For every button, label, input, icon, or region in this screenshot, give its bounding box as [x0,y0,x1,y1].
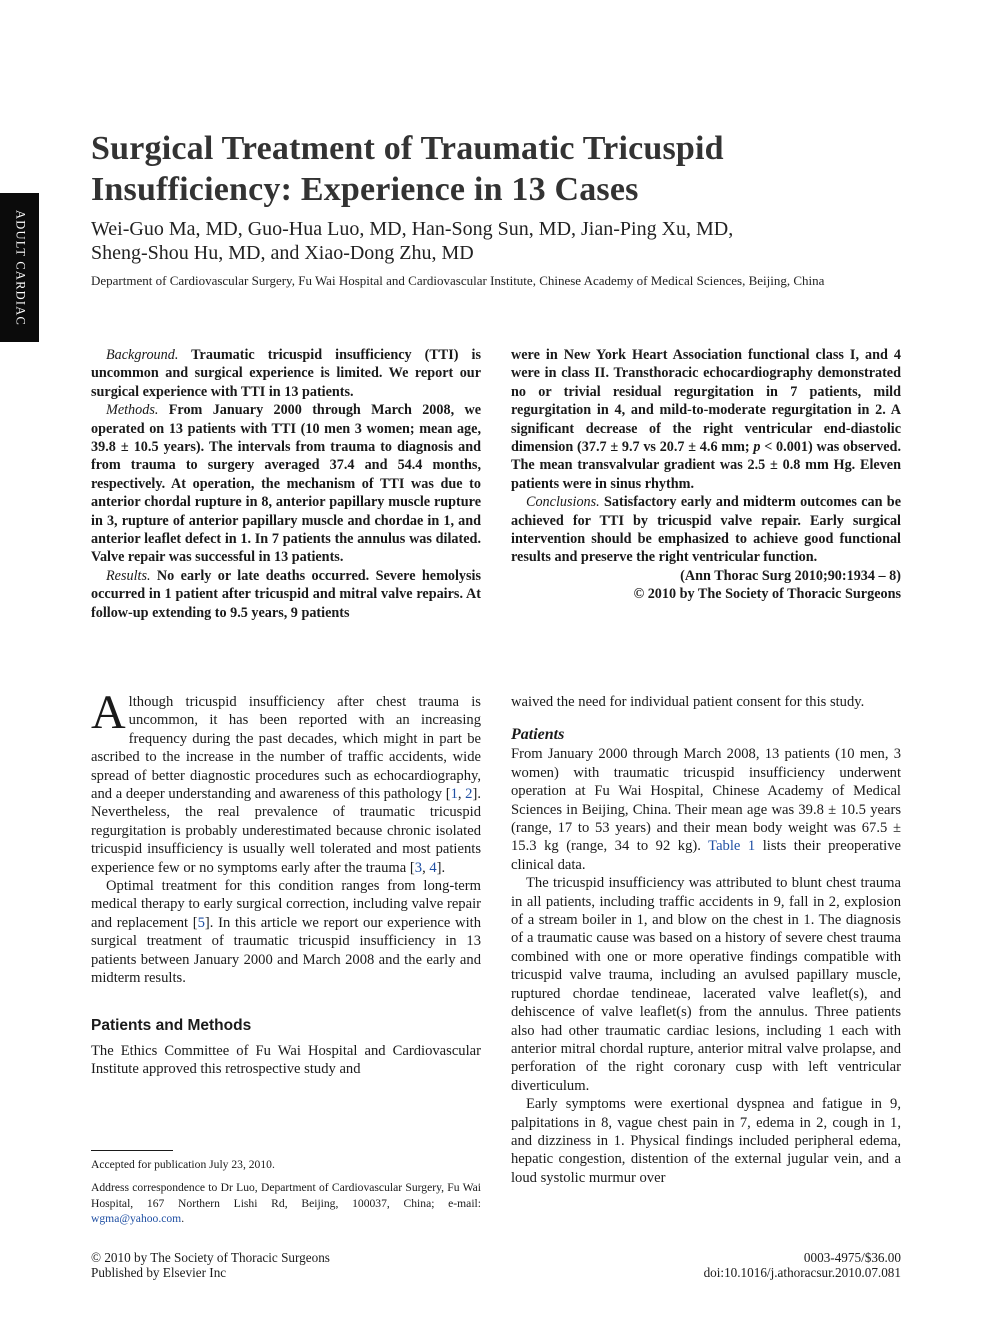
section-heading-patients-methods: Patients and Methods [91,1016,252,1034]
subheading-patients: Patients [511,726,565,744]
footnote-address-end: . [181,1212,185,1225]
reference-link-3[interactable]: 3 [414,859,423,876]
patients-paragraph-2: The tricuspid insufficiency was attributed to blunt chest trauma in all patients, including traffic accidents in 9, fall in 2, explosion of a stream boiler in 1, and blow on the chest in 1. The diagnosis of a traumatic cause was based on a history of severe chest trauma combined with one or more operative findings compatible with tricuspid valve trauma, including an avulsed papillary muscle, ruptured chordae tendineae, lacerated valve leaflet(s), and dehiscence of valve leaflet(s) from the annulus. Three patients also had other traumatic cardiac lesions, including 1 each with anterior mitral chordal rupture, anterior mitral valve prolapse, and perforation of the right coronary cusp with left ventricular diverticulum. [511,875,901,1094]
abstract-methods-label: Methods. [106,402,159,419]
table-1-link[interactable]: Table 1 [708,838,756,855]
abstract-results-text-b: were in New York Heart Association functional class I, and 4 were in class II. Transthoracic echocardiography demonstrated no or trivial residual regurgitation in 7 patients, mild regurgitation in 4, and mild-to-moderate regurgitation in 2. A significant decrease of the right ventricular end-diastolic dimension (37.7 ± 9.7 vs 20.7 ± 4.6 mm; [511,347,901,456]
patients-p1-text-b: lists their preoperative clinical data. [511,838,902,873]
methods-paragraph-1: The Ethics Committee of Fu Wai Hospital and Cardiovascular Institute approved this retrospective study and [91,1042,481,1077]
email-link[interactable]: wgma@yahoo.com [91,1212,182,1225]
intro-p1-text-b: . Nevertheless, the real prevalence of traumatic tricuspid regurgitation is probably underestimated because chronic isolated tricuspid insufficiency is usually well tolerated and most patients experience few or no symptoms early after the trauma [91,786,481,876]
body-right-column [511,693,901,1187]
intro-p2-text-b: . In this article we report our experience with surgical treatment of traumatic tricuspid insufficiency in 13 patients between January 2000 and March 2008 and the early and midterm results. [91,914,481,987]
abstract-background-text: Traumatic tricuspid insufficiency (TTI) is uncommon and surgical experience is limited. We report our surgical experience with TTI in 13 patients. [91,347,481,400]
reference-link-1[interactable]: 1 [450,786,458,803]
intro-p1-text-c: . [441,859,446,876]
footer-publisher: Published by Elsevier Inc [91,1265,227,1280]
abstract-p-value-symbol: p [753,439,761,456]
patients-paragraph-1 [511,745,901,874]
drop-cap: A [91,686,126,739]
abstract-left-column [91,346,481,622]
author-line-2: Sheng-Shou Hu, MD, and Xiao-Dong Zhu, MD [91,242,474,264]
reference-link-5[interactable]: 5 [197,914,205,931]
body-left-column [91,686,481,1078]
abstract-results-label: Results. [106,567,151,584]
reference-link-2[interactable]: 2 [465,786,473,803]
abstract-right-column [511,346,901,604]
footnote-address [91,1180,481,1227]
section-tab-label: ADULT CARDIAC [13,209,27,326]
article-title: Surgical Treatment of Traumatic Tricuspid Insufficiency: Experience in 13 Cases [91,130,724,208]
abstract-methods [91,401,481,567]
footnote-rule [91,1150,173,1151]
footer-copyright: © 2010 by The Society of Thoracic Surgeons [91,1250,330,1265]
footer-left [91,1250,330,1280]
abstract-conclusions [511,493,901,567]
abstract-copyright: © 2010 by The Society of Thoracic Surgeons [633,586,901,603]
footer-right [704,1250,901,1280]
abstract-results-text: No early or late deaths occurred. Severe hemolysis occurred in 1 patient after tricuspid and mitral valve repairs. At follow-up extending to 9.5 years, 9 patients [91,567,481,621]
footnote-accepted: Accepted for publication July 23, 2010. [91,1158,275,1171]
reference-link-4[interactable]: 4 [429,859,437,876]
intro-paragraph-1: Although tricuspid insufficiency after chest trauma is uncommon, it has been reported with an increasing frequency during the past decades, which might in part be ascribed to the increase in the number of traffic accidents, wide spread of better diagnostic procedures such as echocardiography, and a deeper understanding and awareness of this pathology [1, 2]. Nevertheless, the real prevalence of traumatic tricuspid regurgitation is probably underestimated because chronic isolated tricuspid insufficiency is usually well tolerated and most patients experience few or no symptoms early after the trauma [3, 4]. [91,686,481,876]
abstract-methods-text: From January 2000 through March 2008, we operated on 13 patients with TTI (10 men 3 women; mean age, 39.8 ± 10.5 years). The intervals from trauma to diagnosis and from trauma to surgery averaged 37.4 and 54.4 months, respectively. At operation, the mechanism of TTI was due to anterior chordal rupture in 8, anterior papillary muscle rupture in 3, rupture of anterior papillary muscle and chordae in 1, and anterior leaflet defect in 1. In 7 patients the annulus was dilated. Valve repair was successful in 13 patients. [91,402,481,566]
author-list [91,217,911,265]
abstract-results-continued [511,346,901,493]
patients-p1-text-a: From January 2000 through March 2008, 13 patients (10 men, 3 women) with traumatic tricuspid insufficiency underwent operation at Fu Wai Hospital, Chinese Academy of Medical Sciences in Beijing, China. Their mean age was 39.8 ± 10.5 years (range, 17 to 53 years) and their mean body weight was 67.5 ± 15.3 kg (range, 34 to 92 kg). [511,746,901,855]
patients-paragraph-3: Early symptoms were exertional dyspnea and fatigue in 9, palpitations in 8, vague chest pain in 7, edema in 2, cough in 1, and dizziness in 1. Physical findings included peripheral edema, hepatic congestion, distention of the external jugular vein, and a loud systolic murmur over [511,1096,901,1186]
footer-issn: 0003-4975/$36.00 [803,1250,901,1265]
abstract-results [91,567,481,622]
abstract-conclusions-label: Conclusions. [526,494,600,511]
abstract-background [91,346,481,401]
methods-paragraph-1-continued: waived the need for individual patient consent for this study. [511,694,865,710]
abstract-conclusions-text: Satisfactory early and midterm outcomes can be achieved for TTI by tricuspid valve repair. Early surgical intervention should be emphasized to achieve good functional results and preserve the right ventricular function. [511,494,901,566]
author-line-1: Wei-Guo Ma, MD, Guo-Hua Luo, MD, Han-Song Sun, MD, Jian-Ping Xu, MD, [91,218,734,240]
footnote-address-text: Address correspondence to Dr Luo, Department of Cardiovascular Surgery, Fu Wai Hospital, 167 Northern Lishi Rd, Beijing, 100037, China; e-mail: [91,1181,481,1210]
footer-doi: doi:10.1016/j.athoracsur.2010.07.081 [703,1265,901,1280]
intro-p2-text-a: Optimal treatment for this condition ranges from long-term medical therapy to early surgical correction, including valve repair and replacement [91,878,481,931]
abstract-results-text-c: < 0.001) was observed. The mean transvalvular gradient was 2.5 ± 0.8 mm Hg. Eleven patients were in sinus rhythm. [511,439,901,492]
journal-citation: (Ann Thorac Surg 2010;90:1934 – 8) [680,567,901,584]
section-tab [0,193,39,342]
affiliation: Department of Cardiovascular Surgery, Fu Wai Hospital and Cardiovascular Institute, Chinese Academy of Medical Sciences, Beijing, China [91,273,825,288]
intro-paragraph-2: Optimal treatment for this condition ranges from long-term medical therapy to early surgical correction, including valve repair and replacement [5]. In this article we report our experience with surgical treatment of traumatic tricuspid insufficiency in 13 patients between January 2000 and March 2008 and the early and midterm results. [91,878,481,987]
intro-p1-text-a: lthough tricuspid insufficiency after chest trauma is uncommon, it has been reported with an increasing frequency during the past decades, which might in part be ascribed to the increase in the number of traffic accidents, wide spread of better diagnostic procedures such as echocardiography, and a deeper understanding and awareness of this pathology [91,694,481,803]
abstract-background-label: Background. [106,347,179,363]
